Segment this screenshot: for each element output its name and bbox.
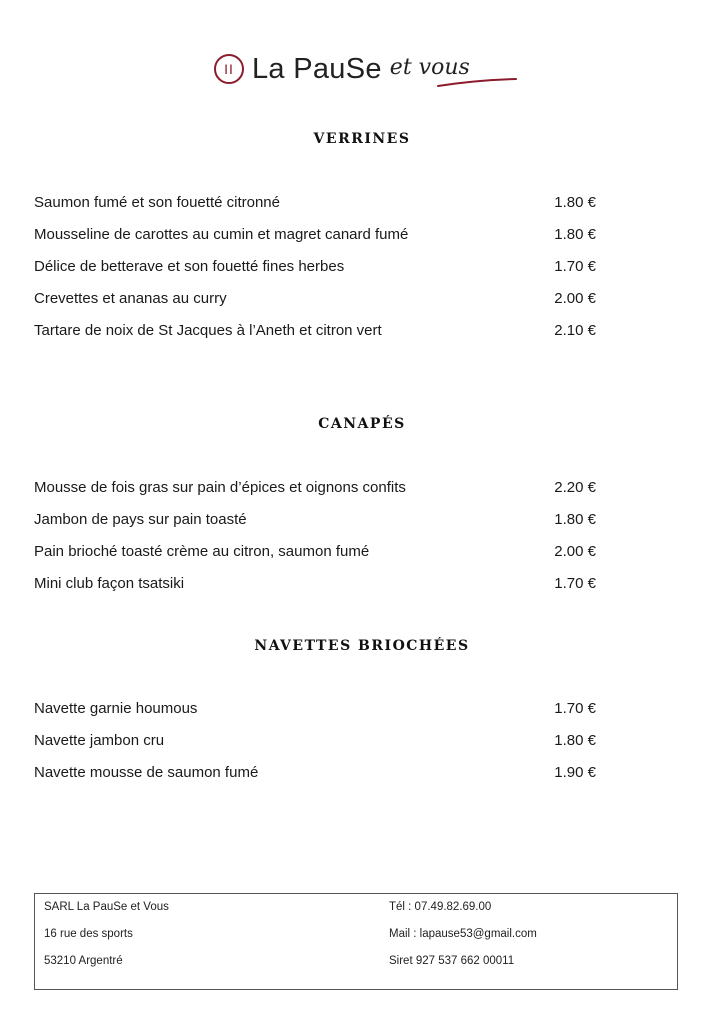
menu-item (34, 732, 596, 754)
menu-item (34, 764, 596, 786)
item-name: Jambon de pays sur pain toasté (34, 511, 247, 528)
item-price: 1.70 € (554, 258, 596, 275)
item-name: Navette mousse de saumon fumé (34, 764, 259, 781)
footer-city: 53210 Argentré (44, 955, 123, 967)
section-title-verrines: VERRINES (313, 131, 411, 147)
menu-item (34, 322, 596, 344)
logo-mark: II (214, 54, 244, 84)
item-name: Mini club façon tsatsiki (34, 575, 185, 592)
menu-item (34, 575, 596, 597)
logo-script: et vous (389, 54, 470, 80)
item-name: Mousse de fois gras sur pain d’épices et oignons confits (34, 479, 406, 496)
item-name: Saumon fumé et son fouetté citronné (34, 194, 280, 211)
item-name: Navette jambon cru (34, 732, 165, 749)
item-name: Délice de betterave et son fouetté fines herbes (34, 258, 345, 275)
item-price: 1.80 € (554, 511, 596, 528)
item-price: 1.80 € (554, 226, 596, 243)
item-name: Crevettes et ananas au curry (34, 290, 227, 307)
menu-item (34, 226, 596, 248)
item-name: Tartare de noix de St Jacques à l’Aneth et citron vert (34, 322, 382, 339)
item-name: Pain brioché toasté crème au citron, saumon fumé (34, 543, 370, 560)
menu-item (34, 543, 596, 565)
logo-name: La PauSe (252, 52, 382, 85)
footer-phone: Tél : 07.49.82.69.00 (389, 901, 492, 913)
menu-item (34, 258, 596, 280)
menu-item (34, 479, 596, 501)
item-price: 1.90 € (554, 764, 596, 781)
section-title-canapes: CANAPÉS (318, 416, 406, 432)
item-price: 1.70 € (554, 575, 596, 592)
footer-mail: Mail : lapause53@gmail.com (389, 928, 537, 940)
item-name: Navette garnie houmous (34, 700, 198, 717)
footer-contact-box (34, 893, 678, 990)
logo (214, 46, 470, 92)
item-price: 2.20 € (554, 479, 596, 496)
section-title-navettes: NAVETTES BRIOCHÉES (254, 638, 470, 654)
item-price: 2.00 € (554, 290, 596, 307)
footer-siret: Siret 927 537 662 00011 (389, 955, 515, 967)
footer-street: 16 rue des sports (44, 928, 133, 940)
item-price: 2.10 € (554, 322, 596, 339)
item-name: Mousseline de carottes au cumin et magret canard fumé (34, 226, 409, 243)
item-price: 2.00 € (554, 543, 596, 560)
footer-company: SARL La PauSe et Vous (44, 901, 169, 913)
menu-item (34, 511, 596, 533)
item-price: 1.70 € (554, 700, 596, 717)
menu-item (34, 700, 596, 722)
logo-swoosh-icon (436, 78, 518, 88)
menu-item (34, 290, 596, 312)
item-price: 1.80 € (554, 194, 596, 211)
item-price: 1.80 € (554, 732, 596, 749)
menu-item (34, 194, 596, 216)
